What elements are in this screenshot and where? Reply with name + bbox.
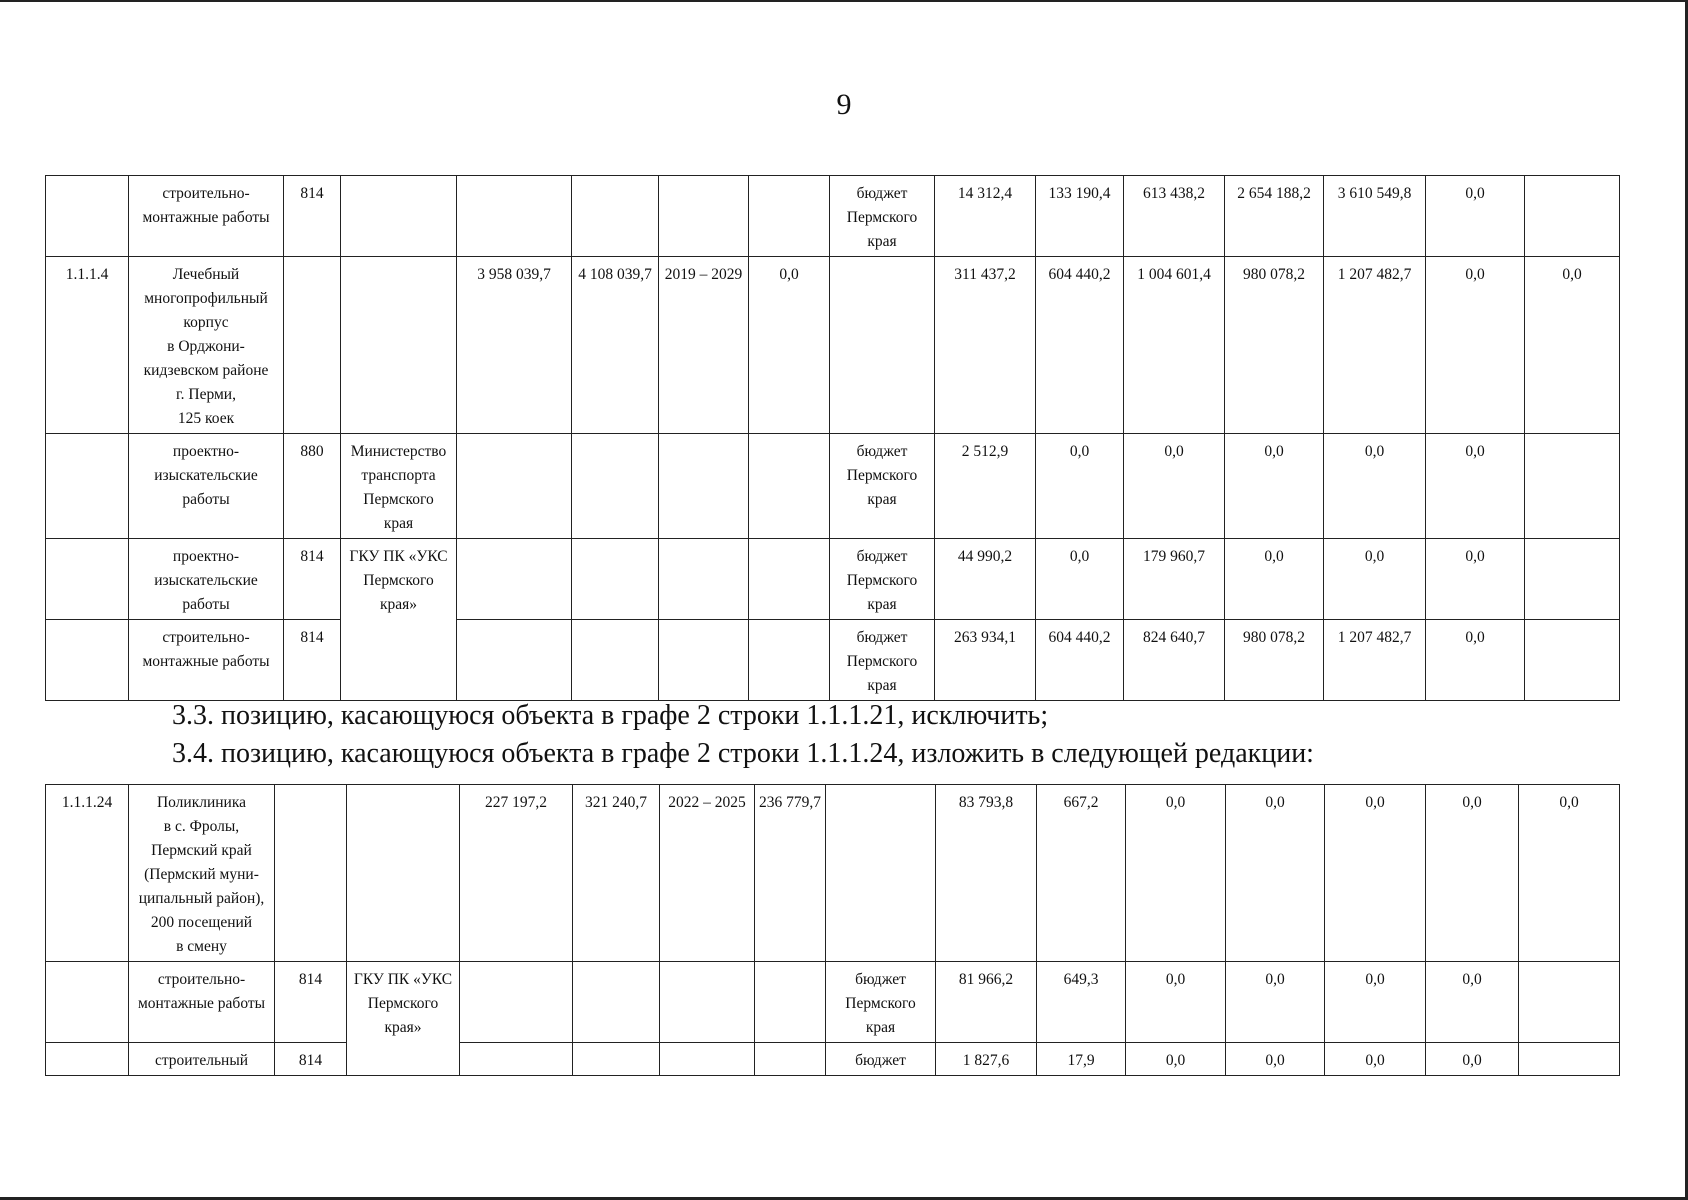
table-cell-col-year-3 (1124, 176, 1225, 257)
scan-edge-top (0, 0, 1688, 2)
cell-text: 2019 – 2029 (664, 266, 743, 283)
cell-text: 0,0 (1462, 794, 1482, 811)
cell-text: 0,0 (1069, 548, 1090, 565)
table-cell-col-cost-limit (573, 1043, 660, 1076)
cell-text: 0,0 (1562, 266, 1582, 283)
table-cell-col-year-5 (1324, 176, 1426, 257)
cell-text: 814 (300, 548, 324, 565)
table-cell-col-year-4 (1225, 620, 1324, 701)
table-cell-col-year-3 (1126, 785, 1226, 962)
table-cell-col-object (129, 962, 275, 1043)
cell-text: 0,0 (1365, 794, 1385, 811)
cell-text: 0,0 (1462, 1052, 1482, 1069)
cell-text: Поликлиника в с. Фролы, Пермский край (Пермский муни- ципальный район), 200 посещений в смену (138, 794, 265, 955)
table-cell-col-year-7 (1525, 620, 1620, 701)
cell-text: 604 440,2 (1048, 629, 1111, 646)
table-cell-col-period (659, 539, 749, 620)
cell-text: 1 004 601,4 (1137, 266, 1211, 283)
cell-text: 0,0 (1069, 443, 1090, 460)
table-cell-col-year-4 (1225, 539, 1324, 620)
table-cell-col-year-1 (935, 257, 1036, 434)
cell-text: 14 312,4 (957, 185, 1013, 202)
table-cell-col-year-5 (1324, 620, 1426, 701)
table-cell-col-year-3 (1124, 620, 1225, 701)
table-cell-col-source (826, 1043, 936, 1076)
table-cell-col-remaining (749, 539, 830, 620)
table-row (46, 1043, 1620, 1076)
table-cell-col-source (830, 434, 935, 539)
table-cell-col-year-6 (1426, 434, 1525, 539)
table-cell-col-code (284, 176, 341, 257)
cell-text: 227 197,2 (485, 794, 547, 811)
table-cell-col-executor (341, 257, 457, 434)
cell-text: ГКУ ПК «УКС Пермского края» (349, 548, 448, 613)
table-cell-col-year-4 (1225, 434, 1324, 539)
table-row (46, 539, 1620, 620)
cell-text: 0,0 (1465, 548, 1485, 565)
table-cell-col-source (830, 539, 935, 620)
table-cell-col-year-1 (936, 785, 1037, 962)
cell-text: 0,0 (1364, 548, 1385, 565)
table-cell-col-year-1 (935, 176, 1036, 257)
cell-text: 2022 – 2025 (668, 794, 746, 811)
table-cell-col-executor (341, 434, 457, 539)
table-cell-col-year-5 (1325, 962, 1426, 1043)
table-cell-col-number (46, 539, 129, 620)
table-cell-col-year-3 (1126, 1043, 1226, 1076)
cell-text: 0,0 (1264, 548, 1284, 565)
table-cell-col-year-2 (1036, 434, 1124, 539)
cell-text: бюджет Пермского края (846, 185, 918, 250)
budget-table-2 (45, 784, 1620, 1076)
table-cell-col-year-3 (1124, 434, 1225, 539)
cell-text: 0,0 (1559, 794, 1579, 811)
table-cell-col-cost-estimate (457, 257, 572, 434)
page-number: 9 (836, 88, 852, 121)
table-cell-col-code (275, 1043, 347, 1076)
table-cell-col-number (46, 962, 129, 1043)
cell-text: бюджет Пермского края (846, 629, 918, 694)
table-cell-col-executor (347, 785, 460, 962)
table-cell-col-remaining (749, 257, 830, 434)
table-cell-col-year-2 (1036, 539, 1124, 620)
table-cell-col-code (275, 962, 347, 1043)
table-cell-col-period (659, 620, 749, 701)
table-cell-col-executor (341, 176, 457, 257)
cell-text: 0,0 (1165, 1052, 1186, 1069)
table-cell-col-code (284, 257, 341, 434)
table-cell-col-remaining (755, 1043, 826, 1076)
cell-text: 0,0 (1465, 185, 1485, 202)
table-cell-col-remaining (749, 434, 830, 539)
table-cell-col-object (129, 620, 284, 701)
table-cell-col-period (659, 176, 749, 257)
cell-text: 0,0 (779, 266, 799, 283)
cell-text: 4 108 039,7 (578, 266, 652, 283)
cell-text: 1.1.1.24 (61, 794, 113, 811)
table-cell-col-number (46, 176, 129, 257)
cell-text: 1 827,6 (962, 1052, 1010, 1069)
table-cell-col-year-7 (1525, 257, 1620, 434)
table-cell-col-year-6 (1426, 539, 1525, 620)
cell-text: строительно- монтажные работы (137, 971, 266, 1012)
cell-text: бюджет Пермского края (846, 443, 918, 508)
cell-text: бюджет Пермского края (846, 548, 918, 613)
table-cell-col-year-3 (1124, 539, 1225, 620)
table-row (46, 434, 1620, 539)
cell-text: 133 190,4 (1048, 185, 1111, 202)
cell-text: 0,0 (1265, 971, 1285, 988)
table-cell-col-year-4 (1226, 785, 1325, 962)
cell-text: 814 (298, 971, 323, 988)
table-cell-col-code (284, 434, 341, 539)
table-cell-col-number (46, 620, 129, 701)
table-cell-col-year-6 (1426, 785, 1519, 962)
table-cell-col-cost-limit (572, 539, 659, 620)
table-cell-col-year-4 (1226, 962, 1325, 1043)
table-cell-col-year-5 (1325, 1043, 1426, 1076)
table-cell-col-remaining (749, 176, 830, 257)
table-cell-col-cost-limit (573, 962, 660, 1043)
table-cell-col-source (830, 620, 935, 701)
table-cell-col-year-2 (1037, 1043, 1126, 1076)
cell-text: проектно- изыскательские работы (154, 443, 258, 508)
table-cell-col-year-7 (1525, 434, 1620, 539)
table-cell-col-year-5 (1325, 785, 1426, 962)
instruction-3-4: 3.4. позицию, касающуюся объекта в графе 2 строки 1.1.1.24, изложить в следующей редакции: (172, 738, 1314, 769)
cell-text: 81 966,2 (958, 971, 1014, 988)
table-cell-col-executor (341, 539, 457, 701)
cell-text: 814 (300, 185, 324, 202)
cell-text: 613 438,2 (1143, 185, 1205, 202)
cell-text: 0,0 (1264, 443, 1284, 460)
table-row (46, 785, 1620, 962)
table-cell-col-cost-limit (572, 620, 659, 701)
table-cell-col-year-7 (1525, 176, 1620, 257)
cell-text: 0,0 (1364, 443, 1385, 460)
cell-text: строительный (154, 1052, 249, 1069)
table-cell-col-period (660, 1043, 755, 1076)
table-cell-col-code (284, 539, 341, 620)
table-cell-col-cost-limit (572, 257, 659, 434)
cell-text: 0,0 (1465, 443, 1485, 460)
table-cell-col-code (275, 785, 347, 962)
table-cell-col-number (46, 434, 129, 539)
budget-table-1 (45, 175, 1620, 701)
table-cell-col-source (826, 785, 936, 962)
table-row (46, 620, 1620, 701)
cell-text: 824 640,7 (1143, 629, 1205, 646)
table-cell-col-year-1 (936, 1043, 1037, 1076)
table-cell-col-cost-estimate (457, 539, 572, 620)
cell-text: 0,0 (1365, 971, 1385, 988)
table-cell-col-year-4 (1226, 1043, 1325, 1076)
table-cell-col-year-7 (1519, 785, 1620, 962)
cell-text: 2 654 188,2 (1237, 185, 1311, 202)
table-cell-col-year-5 (1324, 434, 1426, 539)
cell-text: строительно- монтажные работы (142, 629, 270, 670)
table-row (46, 176, 1620, 257)
table-cell-col-remaining (755, 785, 826, 962)
instruction-3-3: 3.3. позицию, касающуюся объекта в графе 2 строки 1.1.1.21, исключить; (172, 700, 1049, 731)
table-cell-col-source (826, 962, 936, 1043)
cell-text: 0,0 (1465, 266, 1485, 283)
table-cell-col-year-6 (1426, 1043, 1519, 1076)
cell-text: 604 440,2 (1048, 266, 1111, 283)
cell-text: 649,3 (1063, 971, 1099, 988)
table-cell-col-year-1 (935, 620, 1036, 701)
cell-text: 1 207 482,7 (1337, 266, 1412, 283)
table-cell-col-year-3 (1124, 257, 1225, 434)
table-cell-col-cost-estimate (457, 176, 572, 257)
cell-text: 980 078,2 (1243, 629, 1305, 646)
table-cell-col-cost-estimate (460, 1043, 573, 1076)
table-cell-col-cost-estimate (457, 434, 572, 539)
table-cell-col-year-6 (1426, 176, 1525, 257)
cell-text: 263 934,1 (954, 629, 1016, 646)
table-cell-col-object (129, 1043, 275, 1076)
table-cell-col-year-4 (1225, 257, 1324, 434)
cell-text: 0,0 (1165, 971, 1186, 988)
table-cell-col-number (46, 1043, 129, 1076)
table-cell-col-year-2 (1037, 785, 1126, 962)
table-row (46, 257, 1620, 434)
cell-text: 0,0 (1265, 1052, 1285, 1069)
table-cell-col-period (660, 962, 755, 1043)
cell-text: 83 793,8 (958, 794, 1014, 811)
table-cell-col-year-6 (1426, 962, 1519, 1043)
table-cell-col-object (129, 539, 284, 620)
table-cell-col-period (659, 257, 749, 434)
cell-text: бюджет Пермского края (845, 971, 916, 1036)
table-cell-col-cost-estimate (460, 962, 573, 1043)
table-cell-col-object (129, 434, 284, 539)
table-cell-col-source (830, 176, 935, 257)
table-cell-col-object (129, 257, 284, 434)
table-cell-col-remaining (755, 962, 826, 1043)
cell-text: Лечебный многопрофильный корпус в Орджони- кидзевском районе г. Перми, 125 коек (143, 266, 269, 427)
table-cell-col-cost-estimate (457, 620, 572, 701)
cell-text: 814 (298, 1052, 323, 1069)
table-cell-col-year-2 (1036, 620, 1124, 701)
cell-text: 44 990,2 (957, 548, 1013, 565)
table-cell-col-year-2 (1037, 962, 1126, 1043)
table-cell-col-number (46, 785, 129, 962)
cell-text: Министерство транспорта Пермского края (350, 443, 447, 532)
table-cell-col-code (284, 620, 341, 701)
table-cell-col-year-2 (1036, 176, 1124, 257)
cell-text: 1 207 482,7 (1337, 629, 1412, 646)
table-cell-col-cost-limit (572, 434, 659, 539)
table-cell-col-object (129, 176, 284, 257)
table-cell-col-source (830, 257, 935, 434)
table-cell-col-year-4 (1225, 176, 1324, 257)
table-cell-col-cost-limit (573, 785, 660, 962)
table-cell-col-year-7 (1519, 962, 1620, 1043)
cell-text: 0,0 (1165, 794, 1186, 811)
table-cell-col-year-2 (1036, 257, 1124, 434)
table-cell-col-year-7 (1519, 1043, 1620, 1076)
table-cell-col-year-1 (936, 962, 1037, 1043)
table-cell-col-year-1 (935, 539, 1036, 620)
table-cell-col-year-1 (935, 434, 1036, 539)
cell-text: 0,0 (1265, 794, 1285, 811)
cell-text: 3 610 549,8 (1337, 185, 1412, 202)
cell-text: 667,2 (1063, 794, 1099, 811)
cell-text: 0,0 (1365, 1052, 1385, 1069)
cell-text: 1.1.1.4 (65, 266, 109, 283)
table-cell-col-year-6 (1426, 620, 1525, 701)
table-cell-col-object (129, 785, 275, 962)
table-cell-col-year-7 (1525, 539, 1620, 620)
cell-text: строительно- монтажные работы (142, 185, 270, 226)
table-cell-col-remaining (749, 620, 830, 701)
cell-text: 3 958 039,7 (477, 266, 551, 283)
cell-text: проектно- изыскательские работы (154, 548, 258, 613)
table-cell-col-year-3 (1126, 962, 1226, 1043)
table-cell-col-period (659, 434, 749, 539)
cell-text: 311 437,2 (954, 266, 1016, 283)
table-cell-col-year-5 (1324, 257, 1426, 434)
cell-text: 980 078,2 (1243, 266, 1305, 283)
cell-text: 880 (300, 443, 324, 460)
cell-text: ГКУ ПК «УКС Пермского края» (353, 971, 453, 1036)
cell-text: 2 512,9 (961, 443, 1009, 460)
table-cell-col-cost-estimate (460, 785, 573, 962)
cell-text: 179 960,7 (1143, 548, 1205, 565)
table-cell-col-number (46, 257, 129, 434)
cell-text: 17,9 (1067, 1052, 1095, 1069)
table-row (46, 962, 1620, 1043)
cell-text: 236 779,7 (759, 794, 821, 811)
cell-text: 0,0 (1164, 443, 1184, 460)
table-cell-col-cost-limit (572, 176, 659, 257)
table-cell-col-executor (347, 962, 460, 1076)
cell-text: бюджет (855, 1052, 906, 1069)
table-cell-col-period (660, 785, 755, 962)
cell-text: 814 (300, 629, 324, 646)
cell-text: 321 240,7 (585, 794, 647, 811)
cell-text: 0,0 (1465, 629, 1485, 646)
table-cell-col-year-5 (1324, 539, 1426, 620)
table-cell-col-year-6 (1426, 257, 1525, 434)
cell-text: 0,0 (1462, 971, 1482, 988)
